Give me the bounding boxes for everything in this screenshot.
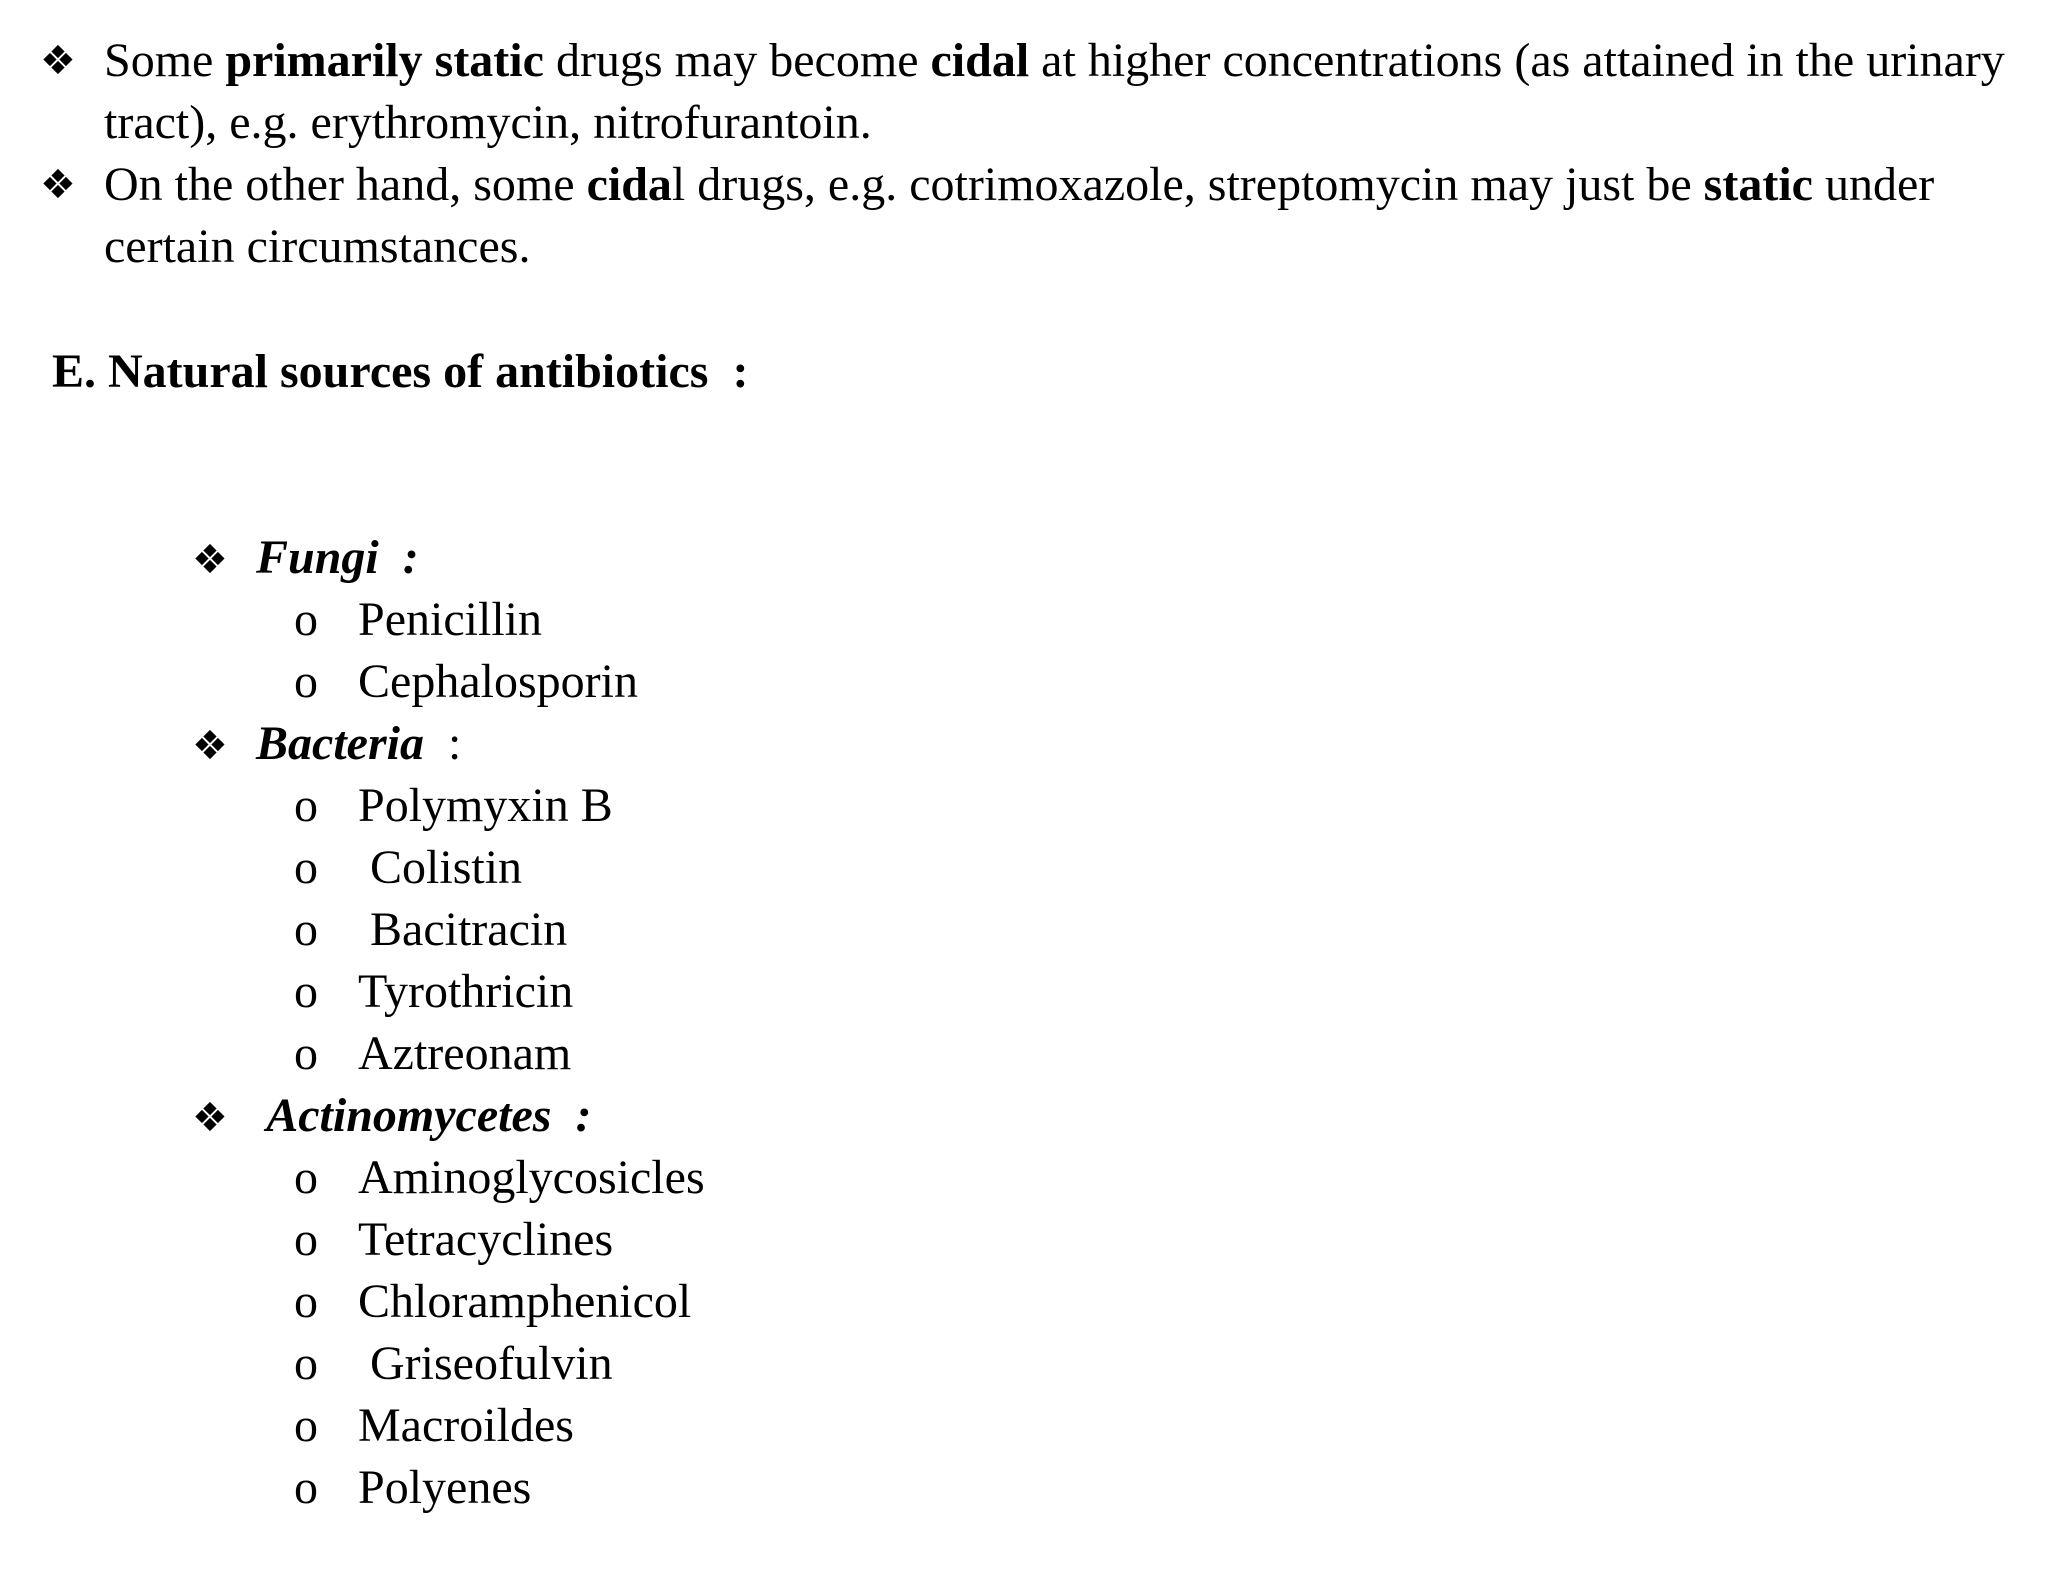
category-colon: : — [551, 1089, 592, 1142]
list-item-label: Polymyxin B — [358, 779, 613, 832]
circle-bullet-icon: o — [294, 903, 318, 956]
text-run: at higher concentrations (as attained in the urinary tract), e.g. erythromycin, nitrofurantoin. — [104, 34, 2005, 149]
circle-bullet-icon: o — [294, 1399, 318, 1452]
list-item-label: Penicillin — [358, 593, 542, 646]
circle-bullet-icon: o — [294, 841, 318, 894]
intro-bullet-text — [104, 30, 2020, 154]
diamond-bullet-icon: ❖ — [192, 723, 228, 769]
text-run: drugs may become — [543, 34, 931, 87]
list-item-label: Polyenes — [358, 1461, 532, 1514]
circle-bullet-icon: o — [294, 1151, 318, 1204]
diamond-bullet-icon: ❖ — [40, 38, 76, 84]
list-item-label: Bacitracin — [358, 903, 568, 956]
list-item-label: Tyrothricin — [358, 965, 574, 1018]
circle-bullet-icon: o — [294, 655, 318, 708]
circle-bullet-icon: o — [294, 1337, 318, 1390]
list-item-label: Aztreonam — [358, 1027, 572, 1080]
circle-bullet-icon: o — [294, 1461, 318, 1514]
circle-bullet-icon: o — [294, 1213, 318, 1266]
text-run: l drugs, e.g. cotrimoxazole, streptomycin may just be — [671, 158, 1704, 211]
list-item-label: Cephalosporin — [358, 655, 638, 708]
category-name: Actinomycetes — [256, 1089, 552, 1142]
circle-bullet-icon: o — [294, 1275, 318, 1328]
bold-term: static — [1703, 158, 1813, 211]
text-run: Some — [104, 34, 226, 87]
bold-term: cida — [586, 158, 672, 211]
category-name: Fungi — [256, 531, 379, 584]
bold-term: cidal — [930, 34, 1030, 87]
text-run: under certain circumstances. — [104, 158, 1935, 273]
intro-bullet-text — [104, 154, 2020, 278]
intro-bullet-cidal-to-static — [40, 154, 2020, 278]
circle-bullet-icon: o — [294, 1027, 318, 1080]
list-item-label: Tetracyclines — [358, 1213, 614, 1266]
list-item-label: Aminoglycosicles — [358, 1151, 705, 1204]
bold-term: primarily static — [225, 34, 544, 87]
diamond-bullet-icon: ❖ — [192, 1095, 228, 1141]
category-name: Bacteria — [256, 717, 424, 770]
category-colon: : — [423, 717, 462, 770]
section-heading: E. Natural sources of antibiotics : — [52, 345, 749, 398]
text-run: On the other hand, some — [104, 158, 587, 211]
list-item-label: Colistin — [358, 841, 523, 894]
diamond-bullet-icon: ❖ — [40, 162, 76, 208]
category-colon: : — [378, 531, 419, 584]
list-item-label: Macroildes — [358, 1399, 574, 1452]
diamond-bullet-icon: ❖ — [192, 537, 228, 583]
circle-bullet-icon: o — [294, 593, 318, 646]
list-item — [246, 1395, 531, 1581]
circle-bullet-icon: o — [294, 779, 318, 832]
intro-bullet-static-to-cidal — [40, 30, 2020, 154]
list-item-label: Chloramphenicol — [358, 1275, 692, 1328]
list-item-label: Griseofulvin — [358, 1337, 613, 1390]
circle-bullet-icon: o — [294, 965, 318, 1018]
